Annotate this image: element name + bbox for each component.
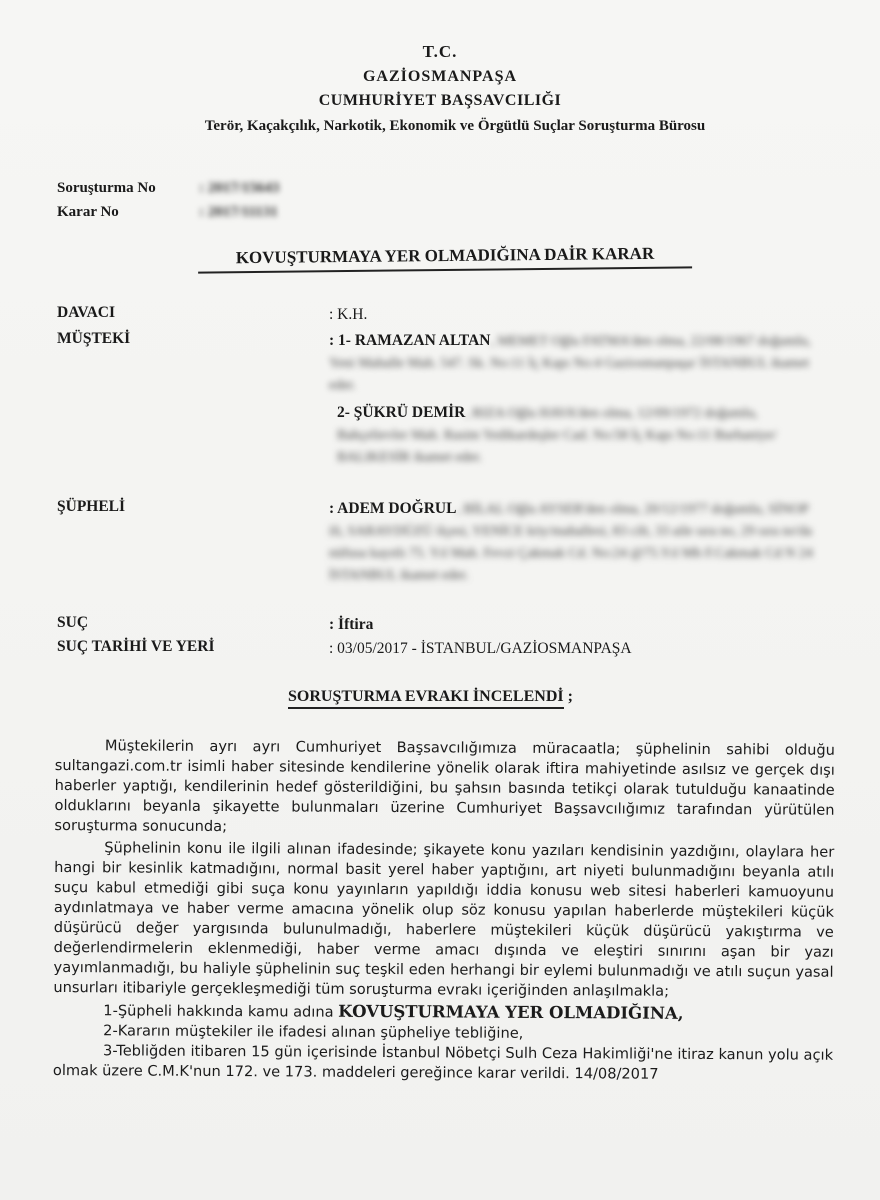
investigation-number-label: Soruşturma No <box>57 180 156 196</box>
section-subtitle <box>288 688 573 706</box>
complainant-1-name: : 1- RAMAZAN ALTAN <box>329 332 491 349</box>
suspect-details: , BİLAL Oğlu AYSER'den olma, 20/12/1977 doğumlu, SİNOP ili, SARAYDÜZÜ ilçesi, YENİCE köy/mahallesi, 83 cilt, 33 aile sıra no, 29 sıra no'da nüfusa kayıtlı 75. Yıl Mah. Fevzi Çakmak Cd. No:24 @75.Yıl Mh F.Cakmak Cd N 24 İSTANBUL ikamet eder. <box>329 502 813 583</box>
decision-number-row <box>57 204 279 228</box>
crime-date-value: : 03/05/2017 - İSTANBUL/GAZİOSMANPAŞA <box>329 640 632 657</box>
suspect-name: : ADEM DOĞRUL <box>329 500 457 517</box>
case-numbers <box>57 180 279 228</box>
decision-body <box>53 736 835 1086</box>
body-paragraph-1: Müştekilerin ayrı ayrı Cumhuriyet Başsavcılığımıza müracaatla; şüphelinin sahibi olduğu sultangazi.com.tr isimli haber sitesinde kendilerine yönelik olarak iftira mahiyetinde asılsız ve gerçek dışı haberler yaptığı, kendilerinin hedef gösterildiğini, bu şahsın basında tetikçi olarak tutulduğu kanaatinde olduklarını beyanla şikayette bulunmaları üzerine Cumhuriyet Başsavcılığımız tarafından yürütülen soruşturma sonucunda; <box>54 737 835 836</box>
decision-item-2: 2-Kararın müştekiler ile ifadesi alınan şüpheliye tebliğine, <box>103 1022 524 1042</box>
complainant-label: MÜŞTEKİ <box>57 330 131 347</box>
investigation-number-row <box>57 180 279 204</box>
plaintiff-value: : K.H. <box>329 306 368 323</box>
suspect-value <box>329 498 819 586</box>
header-tc: T.C. <box>422 42 458 61</box>
header-office: CUMHURİYET BAŞSAVCILIĞI <box>318 92 562 109</box>
complainant-2 <box>329 402 819 468</box>
plaintiff-row <box>57 304 837 326</box>
document-title: KOVUŞTURMAYA YER OLMADIĞINA DAİR KARAR <box>198 243 692 273</box>
decision-item-1-verdict: KOVUŞTURMAYA YER OLMADIĞINA, <box>338 1001 684 1023</box>
crime-value: : İftira <box>329 616 374 633</box>
complainant-list <box>329 330 819 468</box>
decision-number-label: Karar No <box>57 204 119 220</box>
decision-number-value: : 2017/11131 <box>199 204 278 220</box>
crime-date-label: SUÇ TARİHİ VE YERİ <box>57 638 215 655</box>
complainant-2-details: , RIZA Oğlu HAVA'den olma, 12/09/1972 doğumlu, Bahçelievler Mah. Rasim Yedikardeşler Cad. No:58 İç Kapı No:11 Burhaniye/ BALIKESİR ikamet eder. <box>337 406 777 465</box>
crime-date-row <box>57 638 837 660</box>
plaintiff-label: DAVACI <box>57 304 116 321</box>
complainant-1-details: , MEMET Oğlu FATMA'den olma, 22/08/1967 doğumlu, Yeni Mahalle Mah. 547. Sk. No:11 İç Kapı No:4 Gaziosmanpaşa/ İSTANBUL ikamet eder. <box>329 334 811 393</box>
complainant-2-name: 2- ŞÜKRÜ DEMİR <box>337 404 466 421</box>
complainant-row <box>57 330 837 468</box>
decision-item-1-prefix: 1-Şüpheli hakkında kamu adına <box>103 1002 339 1021</box>
section-subtitle-text: SORUŞTURMA EVRAKI İNCELENDİ <box>288 688 564 709</box>
body-paragraph-2: Şüphelinin konu ile ilgili alınan ifadesinde; şikayete konu yazıları kendisinin yazdığını, olaylara her hangi bir kesinlik katmadığını, normal basit yerel haber yaptığını, art niyeti bulunmadığını beyanla atılı suçu kabul etmediği gibi suça konu yayınların yapıldığı iddia konusu web sitesi haberleri kamuoyunu aydınlatmaya ve haber verme amacına yönelik olup söz konusu yapılan haberlerde müştekileri küçük düşürücü değer yargısında bulunulmadığı, haberlere müştekileri küçük düşürücü yakıştırma ve değerlendirmelerin eklenmediği, haber verme amacı dışında ve eleştiri sınırını aşan bir yazı yayımlanmadığı, bu haliyle şüphelinin suç teşkil eden herhangi bir eylemi bulunmadığı ve atılı suçun yasal unsurları itibariyle gerçekleşmediği tüm soruşturma evrakı içeriğinden anlaşılmakla; <box>53 839 835 1000</box>
suspect-label: ŞÜPHELİ <box>57 498 126 515</box>
decision-item-3: 3-Tebliğden itibaren 15 gün içerisinde İstanbul Nöbetçi Sulh Ceza Hakimliği'ne itiraz kanun yolu açık olmak üzere C.M.K'nun 172. ve 173. maddeleri gereğince karar verildi. 14/08/2017 <box>52 1042 834 1083</box>
header-bureau: Terör, Kaçakçılık, Narkotik, Ekonomik ve Örgütlü Suçlar Soruşturma Bürosu <box>204 118 706 134</box>
crime-row <box>57 614 837 636</box>
crime-label: SUÇ <box>57 614 89 631</box>
investigation-number-value: : 2017/15643 <box>199 180 280 196</box>
document-header <box>0 40 880 135</box>
header-city: GAZİOSMANPAŞA <box>362 68 518 85</box>
section-subtitle-suffix: ; <box>567 688 573 705</box>
suspect-row <box>57 498 837 586</box>
complainant-1 <box>329 330 819 396</box>
